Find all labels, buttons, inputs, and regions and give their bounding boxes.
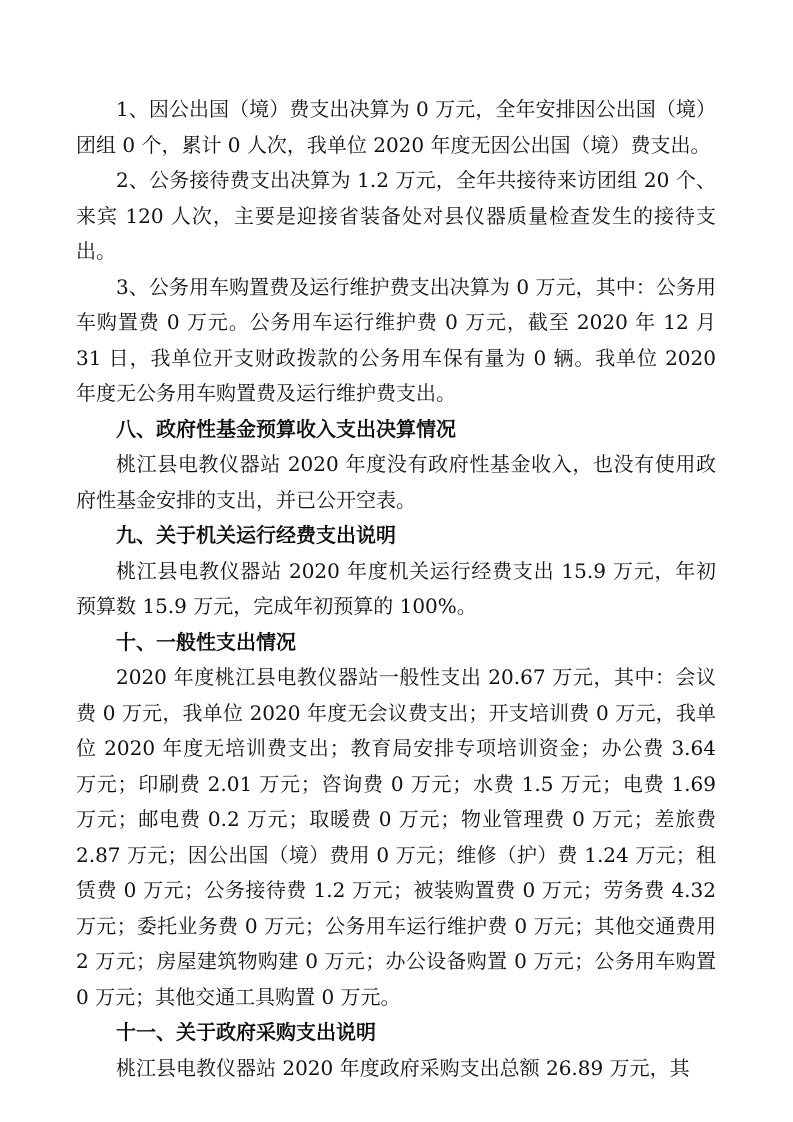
section-body-government-fund: 桃江县电教仪器站 2020 年度没有政府性基金收入，也没有使用政府性基金安排的支出，并已公开空表。	[76, 452, 716, 512]
document-page	[76, 92, 716, 1086]
paragraph-official-reception: 2、公务接待费支出决算为 1.2 万元，全年共接待来访团组 20 个、来宾 120 人次，主要是迎接省装备处对县仪器质量检查发生的接待支出。	[76, 168, 716, 263]
section-body-general-expenditure: 2020 年度桃江县电教仪器站一般性支出 20.67 万元，其中：会议费 0 万元，我单位 2020 年度无会议费支出；开支培训费 0 万元，我单位 2020 年度无培训费支出；教育局安排专项培训资金；办公费 3.64 万元；印刷费 2.01 万元；咨询费 0 万元；水费 1.5 万元；电费 1.69 万元；邮电费 0.2 万元；取暖费 0 万元；物业管理费 0 万元；差旅费 2.87 万元；因公出国（境）费用 0 万元；维修（护）费 1.24 万元；租赁费 0 万元；公务接待费 1.2 万元；被装购置费 0 万元；劳务费 4.32 万元；委托业务费 0 万元；公务用车运行维护费 0 万元；其他交通费用 2 万元；房屋建筑物购建 0 万元；办公设备购置 0 万元；公务用车购置 0 万元；其他交通工具购置 0 万元。	[76, 665, 716, 1009]
section-heading-government-fund: 八、政府性基金预算收入支出决算情况	[116, 416, 456, 441]
section-body-government-procurement: 桃江县电教仪器站 2020 年度政府采购支出总额 26.89 万元，其	[116, 1055, 690, 1080]
section-heading-operating-expenses: 九、关于机关运行经费支出说明	[116, 523, 396, 547]
section-body-operating-expenses: 桃江县电教仪器站 2020 年度机关运行经费支出 15.9 万元，年初预算数 15.9 万元，完成年初预算的 100%。	[76, 558, 716, 618]
section-heading-government-procurement: 十一、关于政府采购支出说明	[116, 1020, 376, 1044]
section-heading-general-expenditure: 十、一般性支出情况	[116, 629, 296, 654]
paragraph-official-vehicles: 3、公务用车购置费及运行维护费支出决算为 0 万元，其中：公务用车购置费 0 万元。公务用车运行维护费 0 万元，截至 2020 年 12 月 31 日，我单位开支财政拨款的公务用车保有量为 0 辆。我单位 2020 年度无公务用车购置费及运行维护费支出。	[76, 274, 716, 405]
paragraph-official-overseas-travel: 1、因公出国（境）费支出决算为 0 万元，全年安排因公出国（境）团组 0 个，累计 0 人次，我单位 2020 年度无因公出国（境）费支出。	[76, 97, 716, 157]
